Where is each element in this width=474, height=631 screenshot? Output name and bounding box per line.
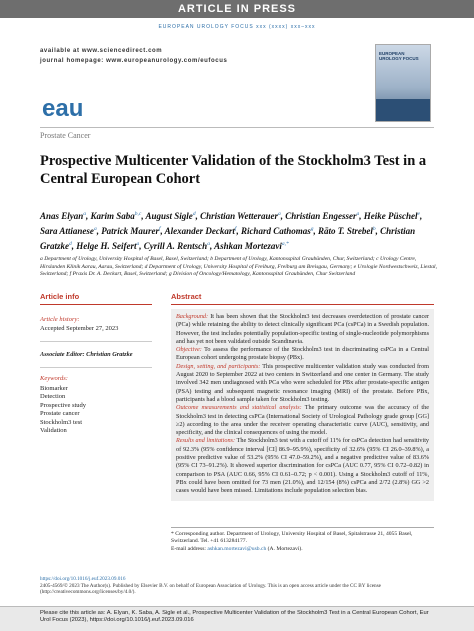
article-in-press-banner: ARTICLE IN PRESS [0,0,474,18]
background-text: It has been shown that the Stockholm3 test decreases overdetection of prostate cancer (PCa) while retaining the ability to detect clinically significant PCa (csPCa) in a Swedish population. However, the test includes potentially population-specific testing of single-nucleotide polymorphisms and has yet not been validated outside Scandinavia. [176,313,430,345]
author-affiliation-marker: a [278,211,281,217]
info-divider [40,367,152,368]
author-affiliation-marker: a [356,211,360,217]
author-separator: , [86,211,91,221]
author-affiliation-marker: a,* [281,241,289,247]
author-name: Karim Saba [90,211,135,221]
author-affiliation-marker: d [69,241,72,247]
keyword-list [40,385,152,435]
info-divider [40,341,152,342]
article-history-label: Article history: [40,316,80,323]
email-label: E-mail address: [171,545,206,552]
author-separator: , [195,211,201,221]
correspondence-text: * Corresponding author. Department of Urology, University Hospital of Basel, Spitalstrasse 21, 4055 Basel, Switzerland. Tel. +41 613284177. [171,531,413,545]
author-separator: , [236,226,241,236]
background-label: Background: [176,313,209,320]
header-divider [40,127,434,128]
objective-text: To assess the performance of the Stockholm3 test in discriminating csPCa in a Central European cohort undergoing prostate biopsy (PBx). [176,346,429,362]
journal-homepage-link[interactable]: journal homepage: www.europeanurology.com/eufocus [40,58,228,64]
abstract-column [171,292,434,501]
email-link[interactable]: ashkan.mortezavi@usb.ch [207,545,267,552]
doi-link[interactable]: https://doi.org/10.1016/j.euf.2023.09.016 [40,576,126,582]
author-affiliation-marker: f [234,226,237,232]
author-name: Christian Wetterauer [200,211,278,221]
author-name: Alexander Deckart [164,226,235,236]
eau-logo-text: eau [42,95,84,122]
article-info-heading: Article info [40,292,152,305]
author-affiliation-marker: b,c [134,211,142,217]
abstract-background [176,313,429,346]
keyword-item: Prospective study [40,401,87,409]
keyword-item: Prostate cancer [40,410,80,418]
abstract-heading: Abstract [171,292,434,305]
abstract-objective [176,346,429,363]
author-name: August Sigle [145,211,193,221]
outcome-label: Outcome measurements and statistical analysis: [176,404,302,412]
sciencedirect-link[interactable]: available at www.sciencedirect.com [40,48,163,54]
author-affiliation-marker: b [372,226,376,232]
journal-header-line: EUROPEAN UROLOGY FOCUS xxx (xxxx) xxx–xxx [158,24,316,30]
author-separator: , [96,226,102,236]
author-name: Helge H. Seifert [76,241,137,251]
author-separator: , [313,226,318,236]
article-title: Prospective Multicenter Validation of the Stockholm3 Test in a Central European Cohort [40,153,427,187]
author-name: Anas Elyan [40,211,84,221]
author-affiliation-marker: a [207,241,210,247]
keyword-item: Validation [40,427,67,435]
author-name: Richard Cathomas [240,226,311,236]
author-name: Sara Attianese [40,226,94,236]
author-separator: , [280,211,286,221]
author-name: Cyrill A. Rentsch [143,241,208,251]
email-suffix: (A. Mortezavi). [267,545,303,552]
author-name: Patrick Maurer [101,226,159,236]
affiliations: a Department of Urology, University Hospital of Basel, Basel, Switzerland; b Department of Urology, Kantonsspital Graubünden, Chur, Switzerland; c Urology Centre, Hirslanden Klinik Aarau, Aarau, Switzerland; d Department of Urology, University Hospital of Freiburg, Freiburg am Breisgau, Germany; e Urologie Nordwestschweiz, Liestal, Switzerland; f Praxis Dr. A. Deckart, Basel, Switzerland; g Division of Oncology/Hematology, Kantonsspital Graubünden, Chur Switzerland [40,256,437,278]
article-info-column [40,292,152,435]
author-affiliation-marker: a [83,211,87,217]
abstract-body [171,309,434,501]
footer [40,576,434,596]
author-name: Rāto T. Strebel [317,226,373,236]
author-separator: , [359,211,364,221]
author-affiliation-marker: d [192,211,196,217]
abstract-design [176,363,429,404]
design-text: This prospective multicenter validation study was conducted from August 2020 to September 2022 at two centers in Switzerland and one center in Germany. The study involved 342 men undiagnosed with PCa who were scheduled for PBx after prostate-specific antigen (PSA) testing and subsequent magnetic resonance imaging (MRI) of the prostate. Before PBx, participants had a blood sample taken for Stockholm3 testing. [176,362,430,403]
author-separator: , [160,226,165,236]
section-label: Prostate Cancer [40,131,91,140]
keyword-item: Stockholm3 test [40,418,83,426]
author-separator: , [419,211,423,221]
abstract-outcome [176,404,429,437]
author-affiliation-marker: f [158,226,161,232]
author-list [40,208,440,253]
author-separator: , [141,211,146,221]
availability-block [40,46,227,66]
eau-logo [40,92,98,122]
keyword-item: Detection [40,393,66,401]
results-label: Results and limitations: [176,437,236,445]
abstract-results [176,437,429,495]
design-label: Design, setting, and participants: [176,362,261,370]
author-affiliation-marker: a [93,226,97,232]
keywords-label: Keywords: [40,375,68,382]
author-affiliation-marker: e [417,211,420,217]
author-name: Heike Püschel [363,211,418,221]
license-line: 2405-4569/© 2023 The Author(s). Published by Elsevier B.V. on behalf of European Association of Urology. This is an open access article under the CC BY license (http://creativecommons.org/licenses/by/4.0/). [40,582,381,596]
author-affiliation-marker: g [310,226,314,232]
associate-editor: Associate Editor: Christian Gratzke [40,351,133,358]
author-name: Christian Engesser [285,211,357,221]
author-separator: , [71,241,77,251]
correspondence-note [171,527,434,553]
objective-label: Objective: [176,346,202,354]
author-separator: , [209,241,215,251]
author-name: Ashkan Mortezavi [214,241,282,251]
results-text: The Stockholm3 test with a cutoff of 11% for csPCa detection had sensitivity of 92.3% (95% confidence interval [CI] 86.9–95.9%), specificity of 32.6% (95% CI 26.0–39.8%), a positive predictive value of 53.2% (95% CI 47.0–59.2%), and a negative predictive value of 83.6% (95% CI 73–91.2%). It showed superior discrimination for csPCa (AUC 0.77, 95% CI 0.72–0.82) in comparison to PSA (AUC 0.66, 95% CI 0.61–0.72; p < 0.001). Using a Stockholm3 cutoff of 11%, PBx could have been omitted for 73 men (21.0%), and 12/154 (8%) csPCa and 2/72 (2.8%) GG >2 cases would have been missed. Limitations include population selection bias. [176,437,430,495]
cover-title: EUROPEAN UROLOGY FOCUS [379,51,419,61]
author-separator: , [375,226,381,236]
author-affiliation-marker: a [136,241,140,247]
author-separator: , [139,241,144,251]
keyword-item: Biomarker [40,385,68,392]
citation-box: Please cite this article as: A. Elyan, K. Saba, A. Sigle et al., Prospective Multicenter Validation of the Stockholm3 Test in a Central European Cohort, Eur Urol Focus (2023), https://doi.org/10.1016/j.euf.2023.09.016 [0,606,474,631]
cover-band [376,99,430,121]
journal-cover-image [375,44,431,122]
article-history-value: Accepted September 27, 2023 [40,325,119,332]
outcome-text: The primary outcome was the accuracy of the Stockholm3 test in detecting csPCa (International Society of Urological Pathology grade group [GG] ≥2) according to the area under the receiver operating characteristic curve (AUC), sensitivity, and specificity, and the clinical consequences of using the model. [176,404,429,437]
author-name: Christian Gratzke [40,226,416,251]
